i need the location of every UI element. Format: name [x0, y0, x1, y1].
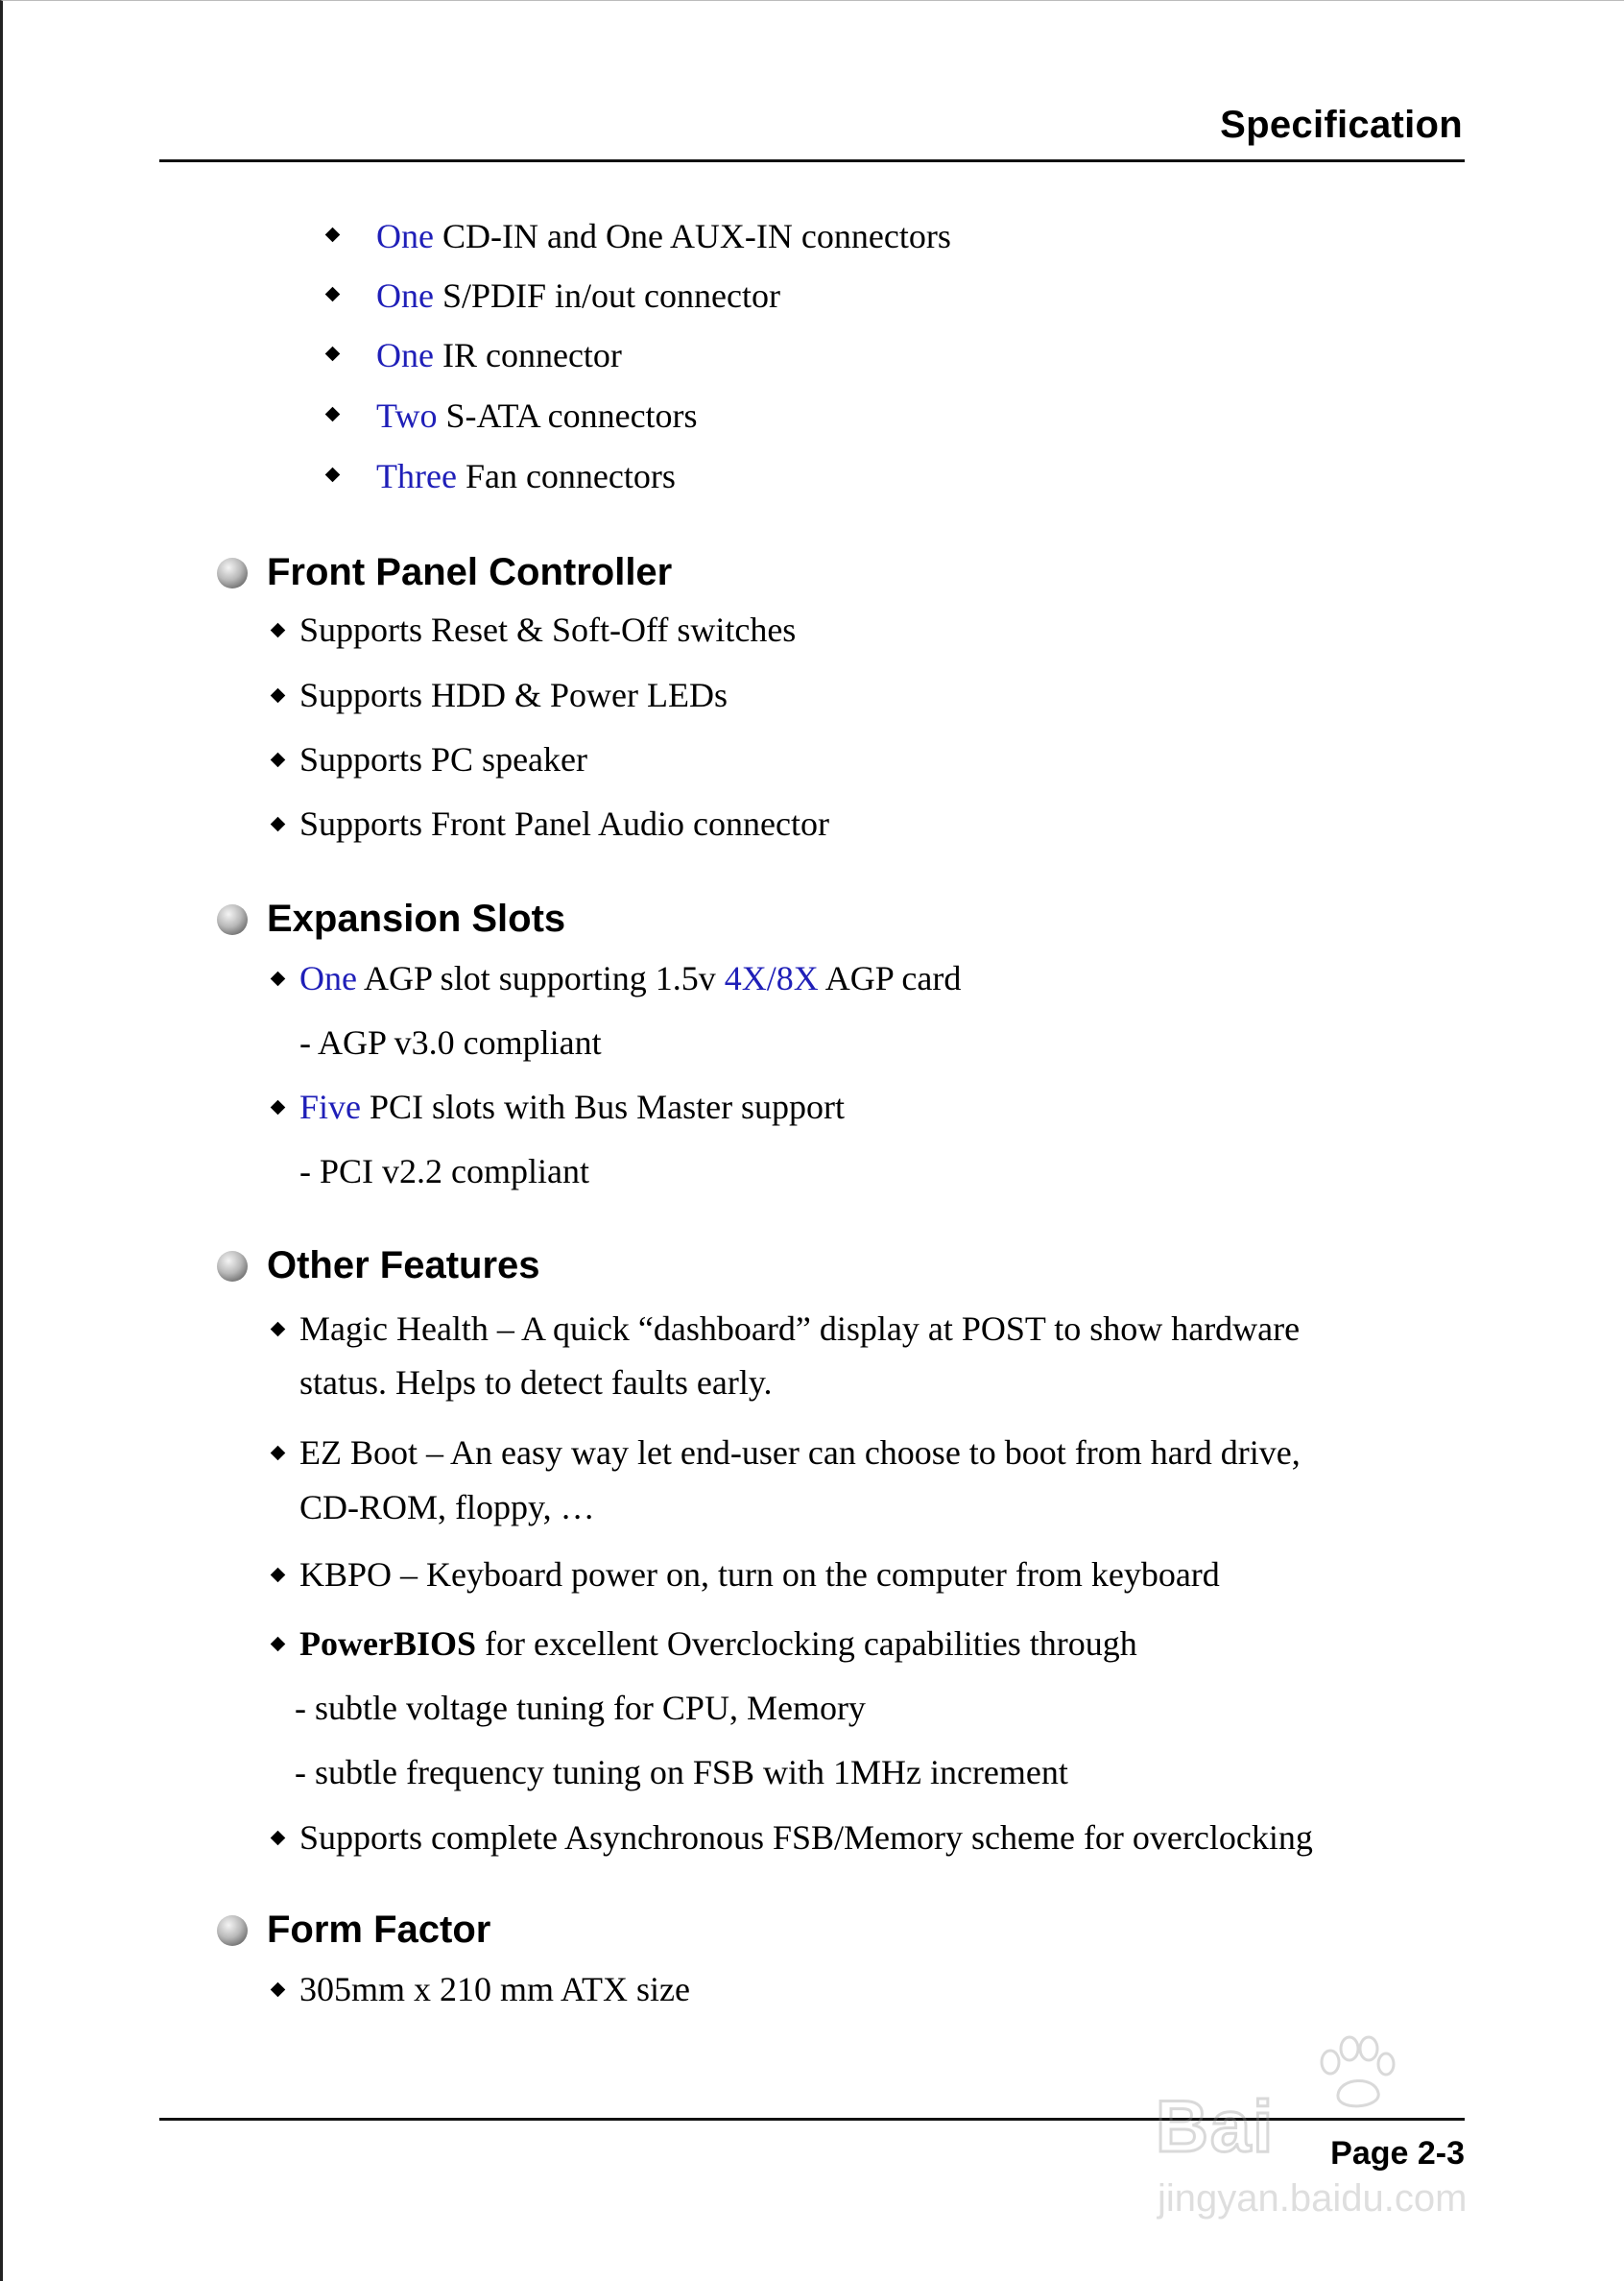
connector-count: Two — [376, 396, 438, 435]
header-rule — [159, 159, 1465, 162]
connector-item — [376, 215, 951, 257]
connector-item — [376, 395, 698, 437]
pci-text: PCI slots with Bus Master support — [361, 1088, 846, 1126]
section-title: Other Features — [267, 1244, 540, 1286]
connector-text: S/PDIF in/out connector — [433, 276, 780, 315]
connector-text: Fan connectors — [456, 457, 676, 495]
ez-boot-line2: CD-ROM, floppy, … — [299, 1488, 595, 1526]
section-form-factor — [217, 1909, 490, 1952]
powerbios-name: PowerBIOS — [299, 1624, 476, 1663]
section-bullet-icon — [217, 904, 248, 935]
powerbios-text: for excellent Overclocking capabilities through — [476, 1624, 1137, 1663]
connector-item — [376, 275, 780, 317]
pci-note: - PCI v2.2 compliant — [299, 1152, 589, 1190]
agp-count: One — [299, 959, 357, 997]
section-title: Expansion Slots — [267, 898, 566, 940]
baidu-watermark — [1148, 2035, 1532, 2227]
front-panel-item: Supports Front Panel Audio connector — [299, 804, 829, 843]
front-panel-item: Supports PC speaker — [299, 740, 587, 779]
front-panel-item: Supports Reset & Soft-Off switches — [299, 611, 797, 649]
magic-health-line1: Magic Health – A quick “dashboard” display at POST to show hardware — [299, 1309, 1301, 1348]
connector-item — [376, 334, 622, 376]
connector-text: S-ATA connectors — [437, 396, 698, 435]
powerbios-item — [299, 1622, 1137, 1665]
agp-slot-item — [299, 957, 961, 999]
watermark-brand: Bai — [1156, 2086, 1276, 2168]
connector-count: Three — [376, 457, 457, 495]
agp-text-end: AGP card — [818, 959, 962, 997]
pci-slot-item — [299, 1086, 845, 1128]
front-panel-item: Supports HDD & Power LEDs — [299, 676, 728, 714]
form-factor-size: 305mm x 210 mm ATX size — [299, 1970, 690, 2008]
connector-text: IR connector — [433, 336, 622, 374]
connector-count: One — [376, 336, 434, 374]
page-number: Page 2-3 — [1330, 2135, 1465, 2172]
section-bullet-icon — [217, 1915, 248, 1946]
agp-text: AGP slot supporting 1.5v — [356, 959, 725, 997]
paw-icon — [1309, 2035, 1396, 2112]
section-expansion-slots — [217, 898, 565, 941]
pci-count: Five — [299, 1088, 362, 1126]
watermark-url: jingyan.baidu.com — [1158, 2177, 1468, 2220]
connector-item — [376, 455, 676, 497]
async-fsb-item: Supports complete Asynchronous FSB/Memory scheme for overclocking — [299, 1818, 1313, 1857]
connector-count: One — [376, 276, 434, 315]
section-other-features — [217, 1244, 540, 1287]
section-front-panel — [217, 551, 672, 594]
magic-health-line2: status. Helps to detect faults early. — [299, 1363, 773, 1402]
agp-note: - AGP v3.0 compliant — [299, 1023, 602, 1062]
powerbios-sub-frequency: - subtle frequency tuning on FSB with 1MHz increment — [295, 1753, 1068, 1791]
connector-text: CD-IN and One AUX-IN connectors — [433, 217, 951, 255]
powerbios-sub-voltage: - subtle voltage tuning for CPU, Memory — [295, 1689, 866, 1727]
section-bullet-icon — [217, 558, 248, 588]
kbpo-item: KBPO – Keyboard power on, turn on the computer from keyboard — [299, 1555, 1220, 1594]
section-title: Form Factor — [267, 1909, 491, 1951]
section-title: Front Panel Controller — [267, 551, 673, 593]
section-bullet-icon — [217, 1251, 248, 1282]
connector-count: One — [376, 217, 434, 255]
agp-modes: 4X/8X — [724, 959, 819, 997]
ez-boot-line1: EZ Boot – An easy way let end-user can choose to boot from hard drive, — [299, 1433, 1301, 1472]
page-header-title: Specification — [1220, 104, 1463, 146]
